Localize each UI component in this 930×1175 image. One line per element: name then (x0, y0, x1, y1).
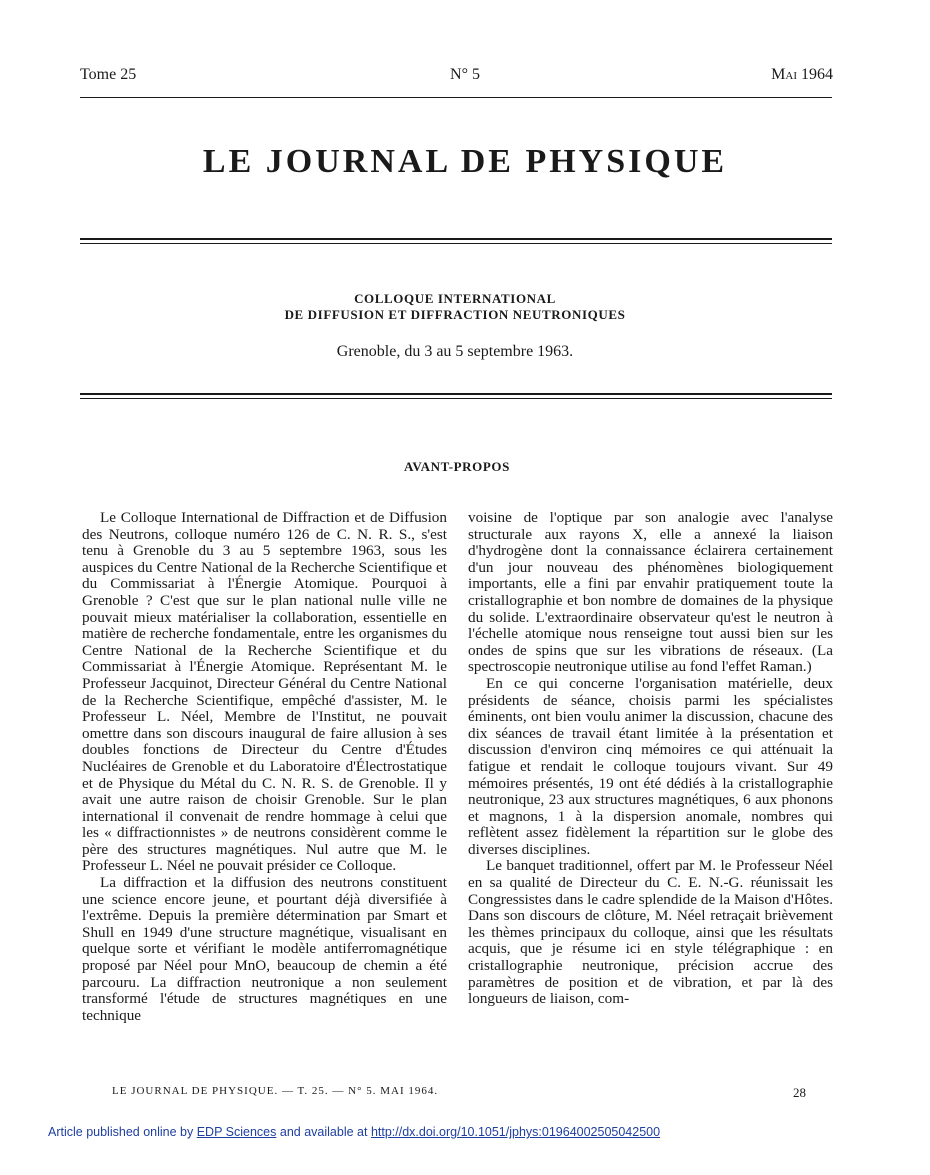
section-rule-thin (80, 398, 832, 399)
place-date: Grenoble, du 3 au 5 septembre 1963. (336, 343, 574, 360)
left-column (82, 510, 447, 1024)
doi-link[interactable]: http://dx.doi.org/10.1051/jphys:01964002505042500 (370, 1125, 661, 1139)
credit-prefix: Article published online by (48, 1125, 194, 1139)
page-number: 28 (793, 1085, 806, 1100)
title-rule-thick (80, 238, 832, 240)
footer-citation: LE JOURNAL DE PHYSIQUE. — T. 25. — N° 5. MAI 1964. (112, 1085, 439, 1097)
colloque-line-2: DE DIFFUSION ET DIFFRACTION NEUTRONIQUES (284, 307, 626, 322)
title-rule-thin (80, 243, 832, 244)
section-title: AVANT-PROPOS (404, 459, 510, 474)
paragraph: voisine de l'optique par son analogie avec l'analyse structurale aux rayons X, elle a annexé la liaison d'hydrogène dont la connaissance éclairera certainement d'un jour nouveau des phénomènes biologiquement importants, elle a fini par envahir pratiquement toute la cristallographie et bon nombre de domaines de la physique du solide. L'extraordinaire observateur qu'est le neutron à l'échelle atomique nous renseigne tout aussi bien sur les ondes de spins que sur les vibrations de réseaux. (La spectroscopie neutronique utilise au fond l'effet Raman.) (468, 509, 833, 676)
colloque-line-1: COLLOQUE INTERNATIONAL (354, 291, 556, 306)
volume-label: Tome 25 (80, 66, 137, 83)
publisher-link[interactable]: EDP Sciences (196, 1125, 277, 1139)
header-rule (80, 97, 832, 98)
section-rule-thick (80, 393, 832, 395)
issue-date: Mai 1964 (771, 66, 833, 83)
paragraph: La diffraction et la diffusion des neutrons constituent une science encore jeune, et pourtant déjà diversifiée à l'extrême. Depuis la première détermination par Smart et Shull en 1949 d'une structure magnétique, visualisant en quelque sorte et vérifiant le modèle antiferromagnétique proposé par Néel pour MnO, beaucoup de chemin a été parcouru. La diffraction neutronique a non seulement transformé l'étude de structures magnétiques en une technique (82, 874, 447, 1024)
journal-title: LE JOURNAL DE PHYSIQUE (202, 143, 728, 180)
publication-credit (48, 1125, 660, 1139)
colloque-heading (0, 291, 910, 323)
credit-middle: and available at (279, 1125, 368, 1139)
right-column (468, 510, 833, 1008)
issue-number: N° 5 (450, 66, 480, 83)
paragraph: Le banquet traditionnel, offert par M. le Professeur Néel en sa qualité de Directeur du C. E. N.-G. réunissait les Congressistes dans le cadre splendide de la Maison d'Hôtes. Dans son discours de clôture, M. Néel retraçait brièvement les thèmes principaux du colloque, ainsi que les résultats acquis, que je résume ici en style télégraphique : en cristallographie neutronique, précision accrue des paramètres de position et de vibration, et par là des longueurs de liaison, com- (468, 857, 833, 1008)
paragraph: En ce qui concerne l'organisation matérielle, deux présidents de séance, choisis parmi les spécialistes éminents, ont bien voulu animer la discussion, chacune des dix séances de travail étant limitée à la présentation et discussion d'environ cinq mémoires ce qui atténuait la fatigue et rendait le colloque toujours vivant. Sur 49 mémoires présentés, 19 ont été dédiés à la cristallographie neutronique, 23 aux structures magnétiques, 6 aux phonons et magnons, 1 à la dispersion anomale, nombres qui reflètent assez fidèlement la répartition sur le globe des diverses disciplines. (468, 674, 833, 858)
paragraph: Le Colloque International de Diffraction et de Diffusion des Neutrons, colloque numéro 126 de C. N. R. S., s'est tenu à Grenoble du 3 au 5 septembre 1963, sous les auspices du Centre National de la Recherche Scientifique et du Commissariat à l'Énergie Atomique. Pourquoi à Grenoble ? C'est que sur le plan national nulle ville ne pouvait mieux matérialiser la collaboration, essentielle en matière de recherche fondamentale, entre les organismes du Centre National de la Recherche Scientifique et du Commissariat à l'Énergie Atomique. Représentant M. le Professeur Jacquinot, Directeur Général du Centre National de la Recherche Scientifique, empêché d'assister, M. le Professeur L. Néel, Membre de l'Institut, ne pouvait omettre dans son discours inaugural de faire allusion à ses doubles fonctions de Directeur du Centre d'Études Nucléaires de Grenoble et du Laboratoire d'Électrostatique et de Physique du Métal du C. N. R. S. de Grenoble. Il y avait une autre raison de choisir Grenoble. Sur le plan international il convenait de rendre hommage à celui que les « diffractionnistes » de neutrons considèrent comme le père des structures magnétiques. Nul autre que M. le Professeur L. Néel ne pouvait présider ce Colloque. (82, 509, 447, 875)
